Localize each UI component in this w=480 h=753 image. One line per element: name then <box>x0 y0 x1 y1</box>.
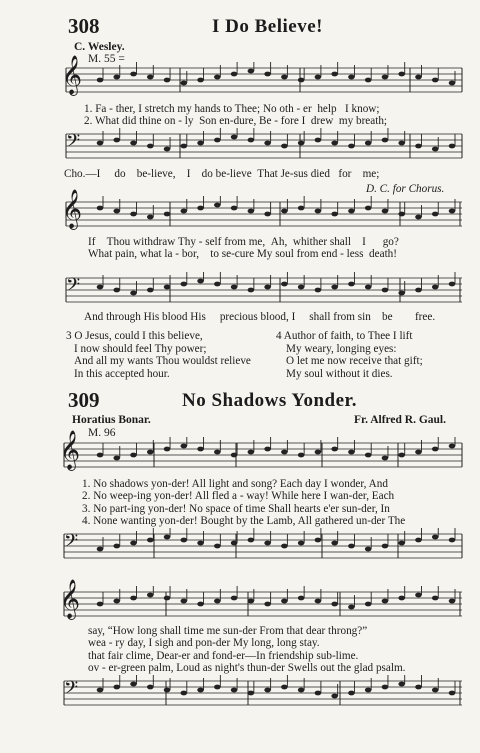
note-head <box>365 547 372 552</box>
note-head <box>449 144 456 149</box>
note-head <box>331 694 338 699</box>
note-head <box>164 212 171 217</box>
note-head <box>449 691 456 696</box>
note-head <box>382 75 389 80</box>
note-head <box>197 279 204 284</box>
note-head <box>97 547 104 552</box>
note-head <box>348 605 355 610</box>
hymn-author: Horatius Bonar. <box>72 414 151 426</box>
note-head <box>315 450 322 455</box>
note-head <box>97 285 104 290</box>
note-head <box>432 688 439 693</box>
note-head <box>231 541 238 546</box>
line-3a: If Thou withdraw Thy - self from me, Ah, whither shall I go? <box>88 236 399 248</box>
note-head <box>365 602 372 607</box>
note-head <box>432 78 439 83</box>
note-head <box>264 541 271 546</box>
note-head <box>264 212 271 217</box>
note-head <box>164 688 171 693</box>
note-head <box>432 535 439 540</box>
note-head <box>231 596 238 601</box>
note-head <box>415 75 422 80</box>
note-head <box>197 541 204 546</box>
note-head <box>181 444 188 449</box>
note-head <box>281 544 288 549</box>
tempo-marking: M. 55 = <box>88 53 125 65</box>
dc-marking: D. C. for Chorus. <box>366 183 445 195</box>
note-head <box>315 288 322 293</box>
bass-clef-icon: 𝄢 <box>64 531 79 556</box>
note-head <box>231 206 238 211</box>
note-head <box>281 144 288 149</box>
note-head <box>147 450 154 455</box>
note-head <box>214 75 221 80</box>
note-head <box>382 209 389 214</box>
hymn-number: 309 <box>68 388 100 412</box>
note-head <box>365 453 372 458</box>
note-head <box>113 685 120 690</box>
note-head <box>298 78 305 83</box>
note-head <box>348 691 355 696</box>
note-head <box>449 209 456 214</box>
note-head <box>164 447 171 452</box>
note-head <box>181 691 188 696</box>
bass-clef-icon: 𝄢 <box>64 678 79 703</box>
note-head <box>113 456 120 461</box>
note-head <box>298 285 305 290</box>
note-head <box>231 135 238 140</box>
note-head <box>147 215 154 220</box>
hymn-composer: Fr. Alfred R. Gaul. <box>354 414 447 426</box>
note-head <box>315 538 322 543</box>
note-head <box>398 453 405 458</box>
treble-clef-icon: 𝄞 <box>62 55 83 95</box>
note-head <box>164 535 171 540</box>
note-head <box>315 209 322 214</box>
note-head <box>348 450 355 455</box>
note-head <box>449 444 456 449</box>
note-head <box>281 599 288 604</box>
note-head <box>348 544 355 549</box>
note-head <box>331 212 338 217</box>
note-head <box>147 288 154 293</box>
note-head <box>231 285 238 290</box>
note-head <box>248 209 255 214</box>
note-head <box>382 685 389 690</box>
note-head <box>97 206 104 211</box>
note-head <box>415 685 422 690</box>
note-head <box>331 72 338 77</box>
bass-clef-icon: 𝄢 <box>66 275 81 300</box>
note-head <box>365 285 372 290</box>
note-head <box>147 75 154 80</box>
note-head <box>298 141 305 146</box>
note-head <box>331 602 338 607</box>
note-head <box>415 450 422 455</box>
treble-clef-icon: 𝄞 <box>60 579 81 619</box>
note-head <box>415 215 422 220</box>
note-head <box>398 72 405 77</box>
note-head <box>164 596 171 601</box>
note-head <box>298 206 305 211</box>
note-head <box>214 599 221 604</box>
note-head <box>97 602 104 607</box>
note-head <box>197 447 204 452</box>
note-head <box>348 209 355 214</box>
note-head <box>113 544 120 549</box>
note-head <box>130 541 137 546</box>
line-3b: What pain, what la - bor, to se-cure My soul from end - less death! <box>88 248 397 260</box>
chorus-line: Cho.—I do be-lieve, I do be-lieve That Je-sus died for me; <box>64 168 380 180</box>
note-head <box>315 138 322 143</box>
note-head <box>298 596 305 601</box>
note-head <box>331 541 338 546</box>
note-head <box>214 138 221 143</box>
note-head <box>331 285 338 290</box>
note-head <box>432 285 439 290</box>
hymn309-verses-part1: 1. No shadows yon-der! All light and song? Each day I wonder, And 2. No weep-ing yon-der! All fled a - way! While here I wan-der, Each 3. No part-ing yon-der! No space of time Shall hearts e'er sun-der, In 4. None wanting yon-der! Bought by the Lamb, All gathered un-der The <box>82 478 406 527</box>
note-head <box>398 291 405 296</box>
note-head <box>348 282 355 287</box>
note-head <box>147 538 154 543</box>
note-head <box>164 147 171 152</box>
note-head <box>365 206 372 211</box>
verse-2-line: 2. What did thine on - ly Son en-dure, Be - fore I drew my breath; <box>84 115 388 127</box>
note-head <box>197 78 204 83</box>
note-head <box>331 447 338 452</box>
note-head <box>113 209 120 214</box>
note-head <box>298 453 305 458</box>
note-head <box>130 72 137 77</box>
note-head <box>147 685 154 690</box>
note-head <box>382 544 389 549</box>
hymn-title: No Shadows Yonder. <box>182 390 357 411</box>
note-head <box>231 688 238 693</box>
note-head <box>415 538 422 543</box>
note-head <box>214 685 221 690</box>
note-head <box>382 288 389 293</box>
note-head <box>348 144 355 149</box>
note-head <box>97 453 104 458</box>
note-head <box>248 538 255 543</box>
note-head <box>214 544 221 549</box>
note-head <box>248 138 255 143</box>
note-head <box>365 78 372 83</box>
note-head <box>113 599 120 604</box>
note-head <box>130 212 137 217</box>
note-head <box>197 602 204 607</box>
note-head <box>130 682 137 687</box>
note-head <box>197 141 204 146</box>
page-number: 308 <box>68 14 100 38</box>
note-head <box>331 141 338 146</box>
bass-clef-icon: 𝄢 <box>66 131 81 156</box>
stanza-4: 4 Author of faith, to Thee I lift My weary, longing eyes: O let me now receive that gift; My soul without it dies. <box>276 330 423 380</box>
note-head <box>382 456 389 461</box>
note-head <box>130 141 137 146</box>
note-head <box>214 282 221 287</box>
note-head <box>348 75 355 80</box>
note-head <box>248 288 255 293</box>
verse-1-line: 1. Fa - ther, I stretch my hands to Thee; No oth - er help I know; <box>84 103 380 115</box>
note-head <box>248 599 255 604</box>
note-head <box>315 75 322 80</box>
note-head <box>432 447 439 452</box>
note-head <box>164 285 171 290</box>
note-head <box>181 209 188 214</box>
note-head <box>147 593 154 598</box>
note-head <box>181 599 188 604</box>
note-head <box>382 599 389 604</box>
note-head <box>298 688 305 693</box>
note-head <box>248 691 255 696</box>
note-head <box>181 144 188 149</box>
note-head <box>197 688 204 693</box>
note-head <box>130 453 137 458</box>
treble-clef-icon: 𝄞 <box>62 189 83 229</box>
note-head <box>264 72 271 77</box>
note-head <box>97 141 104 146</box>
note-head <box>214 450 221 455</box>
note-head <box>281 209 288 214</box>
note-head <box>248 450 255 455</box>
note-head <box>113 75 120 80</box>
note-head <box>147 144 154 149</box>
note-head <box>97 688 104 693</box>
note-head <box>97 78 104 83</box>
line-4: And through His blood His precious blood, I shall from sin be free. <box>84 311 436 323</box>
note-head <box>113 288 120 293</box>
hymn-title: I Do Believe! <box>212 16 323 37</box>
note-head <box>432 147 439 152</box>
note-head <box>449 81 456 86</box>
note-head <box>398 596 405 601</box>
note-head <box>281 282 288 287</box>
note-head <box>130 291 137 296</box>
note-head <box>449 599 456 604</box>
note-head <box>365 141 372 146</box>
note-head <box>449 538 456 543</box>
note-head <box>398 682 405 687</box>
note-head <box>365 688 372 693</box>
note-head <box>231 453 238 458</box>
note-head <box>181 538 188 543</box>
tempo-marking: M. 96 <box>88 427 116 439</box>
note-head <box>298 541 305 546</box>
note-head <box>415 593 422 598</box>
note-head <box>398 141 405 146</box>
note-head <box>197 206 204 211</box>
note-head <box>281 75 288 80</box>
hymn309-verses-part2: say, “How long shall time me sun-der From that dear throng?” wea - ry day, I sigh and pon-der My long, long stay. that fair clime, Dear-er and fond-er—In friendship sub-lime. ov - er-green palm, Loud as night's thun-der Swells out the glad psalm. <box>88 625 406 674</box>
note-head <box>432 212 439 217</box>
treble-clef-icon: 𝄞 <box>60 430 81 470</box>
note-head <box>415 144 422 149</box>
note-head <box>113 138 120 143</box>
note-head <box>264 447 271 452</box>
note-head <box>181 282 188 287</box>
note-head <box>264 285 271 290</box>
note-head <box>130 596 137 601</box>
note-head <box>315 599 322 604</box>
note-head <box>281 685 288 690</box>
note-head <box>164 78 171 83</box>
note-head <box>398 541 405 546</box>
note-head <box>398 212 405 217</box>
note-head <box>382 138 389 143</box>
note-head <box>415 288 422 293</box>
note-head <box>432 596 439 601</box>
note-head <box>264 141 271 146</box>
note-head <box>281 450 288 455</box>
hymn-author: C. Wesley. <box>74 41 125 53</box>
stanza-3: 3 O Jesus, could I this believe, I now should feel Thy power; And all my wants Thou wouldst relieve In this accepted hour. <box>66 330 251 380</box>
note-head <box>264 688 271 693</box>
note-head <box>449 282 456 287</box>
note-head <box>264 602 271 607</box>
note-head <box>214 203 221 208</box>
note-head <box>231 72 238 77</box>
note-head <box>248 69 255 74</box>
note-head <box>315 691 322 696</box>
note-head <box>181 81 188 86</box>
